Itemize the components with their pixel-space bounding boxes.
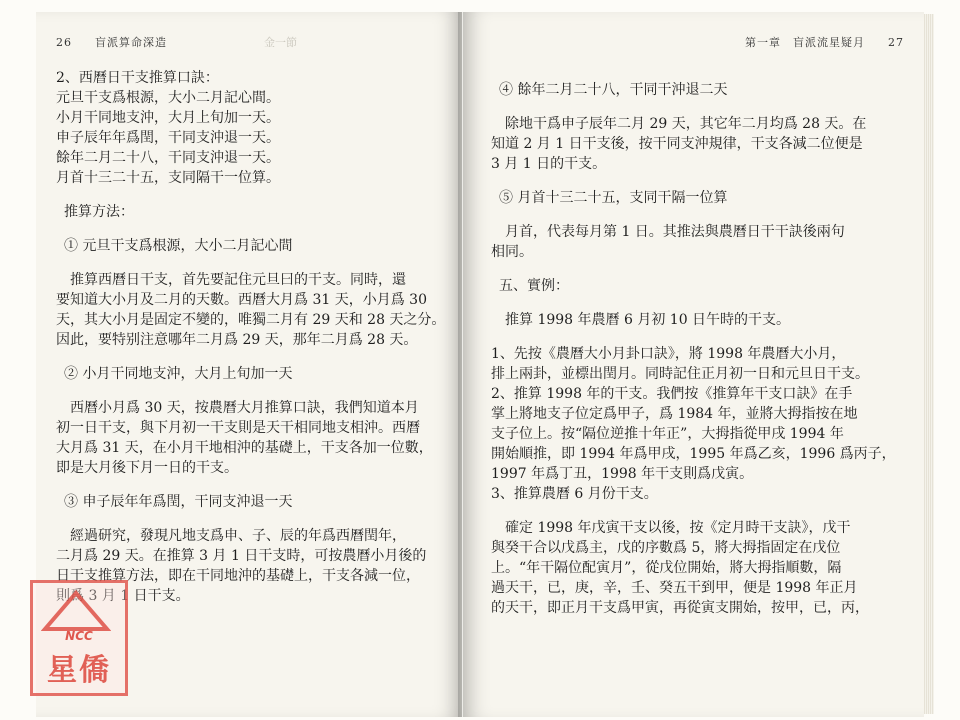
- text-line: 開始順推，即 1994 年爲甲戌，1995 年爲乙亥，1996 爲丙子，: [491, 446, 896, 462]
- paragraph-gap: [56, 256, 456, 270]
- page-edges: [924, 14, 934, 714]
- watermark-latin: NCC: [65, 629, 93, 643]
- left-running-title: 盲派算命深造: [95, 36, 167, 49]
- left-page-body: [56, 68, 456, 606]
- paragraph-gap: [491, 296, 911, 310]
- section-heading: 推算方法：: [64, 204, 134, 220]
- text-line: 餘年二月二十八，干同支沖退一天。: [56, 150, 280, 166]
- right-page-body: [491, 80, 911, 618]
- section-heading: ⑤ 月首十三二十五，支同干隔一位算: [499, 190, 728, 206]
- text-line: 日干支推算方法，即在干同地沖的基礎上，干支各減一位，: [56, 568, 420, 584]
- text-line: 即是大月後下月一日的干支。: [56, 460, 238, 476]
- text-line: 1997 年爲丁丑，1998 年干支則爲戊寅。: [491, 466, 754, 482]
- text-line: 申子辰年年爲閏，干同支沖退一天。: [56, 130, 280, 146]
- section-heading: ② 小月干同地支沖，大月上旬加一天: [64, 366, 293, 382]
- text-line: 推算 1998 年農曆 6 月初 10 日午時的干支。: [505, 312, 791, 328]
- text-line: 與癸干合以戊爲主，戊的序數爲 5，將大拇指固定在戊位: [491, 540, 841, 556]
- watermark-stamp: [30, 580, 128, 696]
- left-page-number: 26: [56, 36, 72, 49]
- left-ghost-heading: 金一節: [264, 36, 297, 49]
- section-heading: 五、實例：: [499, 278, 569, 294]
- text-line: 排上兩卦，並標出閏月。同時記住正月初一日和元旦日干支。: [491, 366, 869, 382]
- text-line: 上。“年干隔位配寅月”，從戊位開始，將大拇指順數，隔: [491, 560, 842, 576]
- right-page-number: 27: [888, 36, 904, 49]
- paragraph-gap: [56, 222, 456, 236]
- text-line: 月首十三二十五，支同隔干一位算。: [56, 170, 280, 186]
- text-line: 二月爲 29 天。在推算 3 月 1 日干支時，可按農曆小月後的: [56, 548, 427, 564]
- right-running-title: 第一章 盲派流星疑月: [745, 36, 865, 49]
- text-line: 天，其大小月是固定不變的，唯獨二月有 29 天和 28 天之分。: [56, 312, 446, 328]
- text-line: 要知道大小月及二月的天數。西曆大月爲 31 天，小月爲 30: [56, 292, 427, 308]
- text-line: 3 月 1 日的干支。: [491, 156, 607, 172]
- paragraph-gap: [491, 504, 911, 518]
- text-line: 的天干，即正月干支爲甲寅，再從寅支開始，按甲，已，丙，: [491, 600, 869, 616]
- text-line: 過天干，已，庚，辛，壬、癸五干到甲，便是 1998 年正月: [491, 580, 858, 596]
- text-line: 3、推算農曆 6 月份干支。: [491, 486, 658, 502]
- watermark-triangle-icon: [41, 589, 111, 633]
- paragraph-gap: [491, 208, 911, 222]
- paragraph-gap: [491, 174, 911, 188]
- text-line: 初一日干支，與下月初一干支則是天干相同地支相沖。西曆: [56, 420, 420, 436]
- section-heading: ① 元旦干支爲根源，大小二月記心間: [64, 238, 293, 254]
- text-line: 大月爲 31 天，在小月干地相沖的基礎上，干支各加一位數，: [56, 440, 433, 456]
- text-line: 相同。: [491, 244, 533, 260]
- paragraph-gap: [56, 384, 456, 398]
- text-line: 月首，代表每月第 1 日。其推法與農曆日干干訣後兩句: [505, 224, 845, 240]
- right-running-head: [745, 34, 904, 50]
- text-line: 1、先按《農曆大小月卦口訣》，將 1998 年農曆大小月，: [491, 346, 846, 362]
- right-page: [463, 12, 924, 717]
- section-heading: ④ 餘年二月二十八，干同干沖退二天: [499, 82, 728, 98]
- text-line: 則爲 3 月 1 日干支。: [56, 588, 190, 604]
- text-line: 知道 2 月 1 日干支後，按干同支沖規律，干支各減二位便是: [491, 136, 863, 152]
- paragraph-gap: [56, 188, 456, 202]
- text-line: 因此，要特别注意哪年二月爲 29 天，那年二月爲 28 天。: [56, 332, 418, 348]
- text-line: 西曆小月爲 30 天，按農曆大月推算口訣，我們知道本月: [70, 400, 419, 416]
- text-line: 確定 1998 年戊寅干支以後，按《定月時干支訣》，戊干: [505, 520, 851, 536]
- text-line: 除地干爲申子辰年二月 29 天，其它年二月均爲 28 天。在: [505, 116, 867, 132]
- text-line: 元旦干支爲根源，大小二月記心間。: [56, 90, 280, 106]
- watermark-name: 星僑: [47, 653, 111, 688]
- text-line: 推算西曆日干支，首先要記住元旦曰的干支。同時，還: [70, 272, 406, 288]
- paragraph-gap: [56, 350, 456, 364]
- text-line: 經過研究，發現凡地支爲申、子、辰的年爲西曆閏年，: [70, 528, 406, 544]
- paragraph-gap: [491, 330, 911, 344]
- left-running-head: [56, 34, 167, 50]
- text-line: 小月干同地支沖，大月上旬加一天。: [56, 110, 280, 126]
- paragraph-gap: [491, 262, 911, 276]
- text-line: 2、西曆日干支推算口訣：: [56, 70, 219, 86]
- paragraph-gap: [491, 100, 911, 114]
- text-line: 掌上將地支子位定爲甲子，爲 1984 年，並將大拇指按在地: [491, 406, 858, 422]
- paragraph-gap: [56, 478, 456, 492]
- text-line: 2、推算 1998 年的干支。我們按《推算年干支口訣》在手: [491, 386, 853, 402]
- text-line: 支子位上。按“隔位逆推十年正”，大拇指從甲戌 1994 年: [491, 426, 844, 442]
- section-heading: ③ 申子辰年年爲閏，干同支沖退一天: [64, 494, 293, 510]
- paragraph-gap: [56, 512, 456, 526]
